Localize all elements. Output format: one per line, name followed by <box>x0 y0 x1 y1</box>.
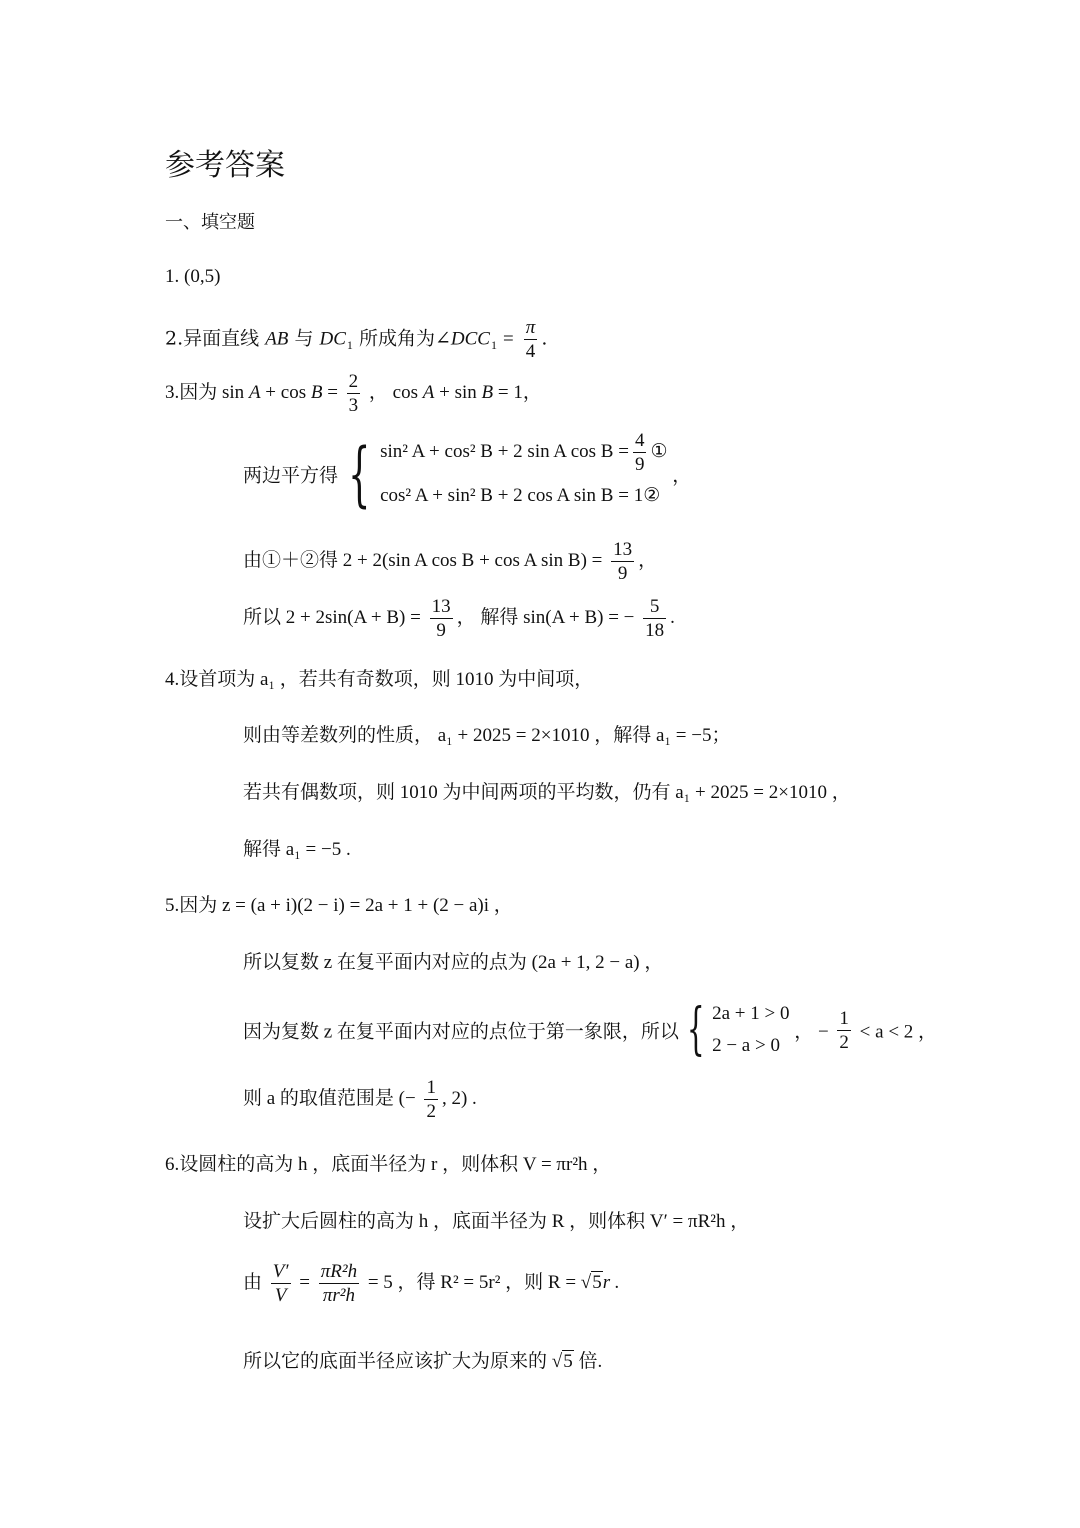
answer-6-line-3: 由 $\frac{V'}{V}$ = $\frac{\text{πR²h}}{\text{πr²h}}$ = 5 ，得 R² = 5r² ，则 R = √5r . <box>243 1261 620 1306</box>
answer-3-line-4: 所以 2 + 2sin(A + B) = $\frac{13}{9}$ ， 解得 sin(A + B) = − $\frac{5}{18}$ . <box>243 596 675 641</box>
answer-5-line-2: 所以复数 z 在复平面内对应的点为 (2a + 1, 2 − a) ， <box>243 952 664 973</box>
answer-5-line-1: 5.因为 z = (a + i)(2 − i) = 2a + 1 + (2 − a)i ， <box>165 895 513 916</box>
square-root-icon: √5 <box>551 1351 573 1372</box>
answer-5-line-3: 因为复数 z 在复平面内对应的点位于第一象限，所以 { 2a + 1 > 0 2 − a > 0 ， − $\frac{1}{2}$ < a < 2 ， <box>243 997 938 1062</box>
answer-4-line-1: 4.设首项为 a₁ ，若共有奇数项，则 1010 为中间项， <box>165 669 594 690</box>
left-brace-icon: { <box>686 997 705 1062</box>
fraction: $\frac{\pi}{4}$ <box>525 317 536 362</box>
left-brace-icon: { <box>347 433 371 516</box>
answer-5-line-4: 则 a 的取值范围是 (− $\frac{1}{2}$ , 2) . <box>243 1077 477 1122</box>
answer-2: 2.异面直线 AB 与 $DC_1$ 所成角为$\angle DCC_1$ = $\frac{\pi}{4}$ . <box>165 317 548 362</box>
square-root-icon: √5 <box>580 1271 602 1293</box>
answer-6-line-4: 所以它的底面半径应该扩大为原来的 √5 倍. <box>243 1351 603 1372</box>
answer-4-line-3: 若共有偶数项，则 1010 为中间两项的平均数，仍有 a₁ + 2025 = 2×1010 ， <box>243 782 851 803</box>
answer-3-system: 两边平方得 { sin² A + cos² B + 2 sin A cos B = $\frac{4}{9}$ ① cos² A + sin² B + 2 cos A sin B = 1② ， <box>243 430 692 516</box>
answer-6-line-1: 6.设圆柱的高为 h ，底面半径为 r ，则体积 V = πr²h ， <box>165 1154 612 1175</box>
answer-1: 1. (0,5) <box>165 266 221 287</box>
answer-3-line-3: 由①＋②得 2 + 2(sin A cos B + cos A sin B) = $\frac{13}{9}$ ， <box>243 539 658 584</box>
answer-6-line-2: 设扩大后圆柱的高为 h ，底面半径为 R ，则体积 V′ = πR²h ， <box>243 1211 750 1232</box>
fraction: $\frac{2}{3}$ <box>348 371 359 416</box>
answer-4-line-2: 则由等差数列的性质， a₁ + 2025 = 2×1010 ，解得 a₁ = −5； <box>243 725 731 746</box>
page-title: 参考答案 <box>165 148 285 183</box>
answer-4-line-4: 解得 a₁ = −5 . <box>243 839 351 860</box>
answer-3-line-1: 3.因为 sin A + cos B = $\frac{2}{3}$ ， cos A + sin B = 1， <box>165 371 542 416</box>
section-heading: 一、填空题 <box>165 212 255 233</box>
